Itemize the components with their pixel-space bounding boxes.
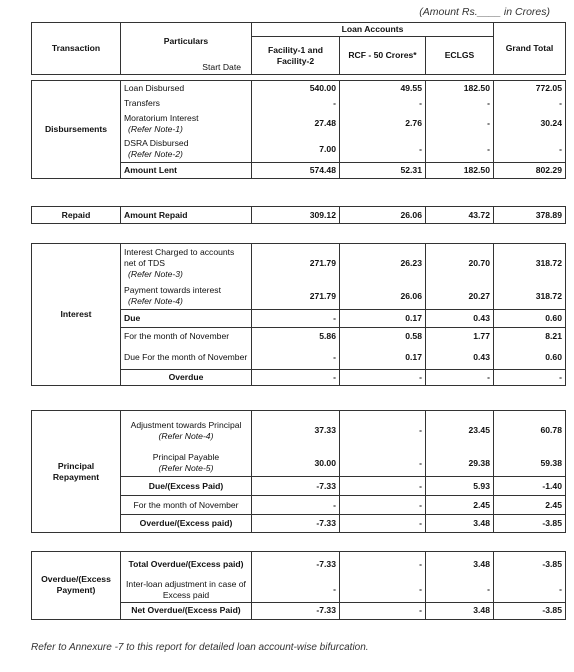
principal-table: [31, 410, 566, 533]
cell: -: [340, 578, 426, 603]
footnote: Refer to Annexure -7 to this report for detailed loan account-wise bifurcation.: [31, 642, 369, 653]
cell: -: [494, 370, 566, 386]
cell: 540.00: [252, 81, 340, 96]
row-interest-due-month-label: Due For the month of November: [121, 346, 252, 370]
cell: 37.33: [252, 411, 340, 451]
cell: -: [426, 370, 494, 386]
cell: -3.85: [494, 515, 566, 533]
cell: 23.45: [426, 411, 494, 451]
cell: 0.43: [426, 346, 494, 370]
col-loan-accounts: Loan Accounts: [252, 23, 494, 37]
row-total-overdue-label: Total Overdue/(Excess paid): [121, 552, 252, 578]
cell: 309.12: [252, 207, 340, 224]
cell: 2.45: [494, 496, 566, 515]
cell: -: [340, 451, 426, 477]
row-principal-adjustment-label: Adjustment towards Principal (Refer Note-4): [121, 411, 252, 451]
interest-table: [31, 243, 566, 386]
repaid-table: [31, 206, 566, 224]
cell: -1.40: [494, 477, 566, 496]
cell: 27.48: [252, 111, 340, 137]
row-net-overdue-label: Net Overdue/(Excess Paid): [121, 602, 252, 619]
row-principal-overdue-label: Overdue/(Excess paid): [121, 515, 252, 533]
row-inter-loan-label: Inter-loan adjustment in case of Excess paid: [121, 578, 252, 603]
cell: 26.06: [340, 284, 426, 310]
overdue-excess-table: [31, 551, 566, 620]
cell: 7.00: [252, 137, 340, 163]
header-table: [31, 22, 566, 75]
cell: -: [340, 496, 426, 515]
cell: -7.33: [252, 477, 340, 496]
cell: 60.78: [494, 411, 566, 451]
cell: -: [252, 496, 340, 515]
cell: 3.48: [426, 602, 494, 619]
cell: 2.45: [426, 496, 494, 515]
row-interest-overdue-label: Overdue: [121, 370, 252, 386]
cell: -: [252, 578, 340, 603]
cell: 3.48: [426, 552, 494, 578]
col-particulars: Particulars: [121, 23, 252, 61]
cell: 574.48: [252, 163, 340, 179]
cell: -: [340, 96, 426, 111]
cell: 52.31: [340, 163, 426, 179]
cell: -3.85: [494, 552, 566, 578]
cell: -: [340, 411, 426, 451]
row-amount-lent-label: Amount Lent: [121, 163, 252, 179]
cell: 0.60: [494, 346, 566, 370]
cell: 30.24: [494, 111, 566, 137]
col-facility: Facility-1 and Facility-2: [252, 37, 340, 75]
cell: 26.06: [340, 207, 426, 224]
cell: 0.17: [340, 346, 426, 370]
cell: -: [340, 515, 426, 533]
overdue-excess-title: Overdue/(Excess Payment): [32, 552, 121, 620]
cell: 49.55: [340, 81, 426, 96]
row-principal-due-label: Due/(Excess Paid): [121, 477, 252, 496]
cell: -: [252, 96, 340, 111]
cell: 1.77: [426, 328, 494, 346]
cell: 0.17: [340, 310, 426, 328]
cell: 0.58: [340, 328, 426, 346]
cell: 5.93: [426, 477, 494, 496]
cell: -: [252, 310, 340, 328]
cell: 378.89: [494, 207, 566, 224]
cell: 182.50: [426, 163, 494, 179]
cell: 0.60: [494, 310, 566, 328]
row-principal-payable-label: Principal Payable (Refer Note-5): [121, 451, 252, 477]
row-interest-charged-label: Interest Charged to accounts net of TDS (Refer Note-3): [121, 244, 252, 284]
cell: 20.27: [426, 284, 494, 310]
col-rcf: RCF - 50 Crores*: [340, 37, 426, 75]
cell: -: [340, 552, 426, 578]
row-principal-month-label: For the month of November: [121, 496, 252, 515]
repaid-title: Repaid: [32, 207, 121, 224]
cell: -: [494, 578, 566, 603]
interest-title: Interest: [32, 244, 121, 386]
cell: 30.00: [252, 451, 340, 477]
start-date-label: Start Date: [121, 61, 252, 75]
cell: 5.86: [252, 328, 340, 346]
cell: 772.05: [494, 81, 566, 96]
cell: -3.85: [494, 602, 566, 619]
row-dsra-label: DSRA Disbursed (Refer Note-2): [121, 137, 252, 163]
cell: -: [426, 96, 494, 111]
cell: 2.76: [340, 111, 426, 137]
row-amount-repaid-label: Amount Repaid: [121, 207, 252, 224]
row-moratorium-label: Moratorium Interest (Refer Note-1): [121, 111, 252, 137]
disbursements-title: Disbursements: [32, 81, 121, 179]
col-eclgs: ECLGS: [426, 37, 494, 75]
amount-unit-note: (Amount Rs.____ in Crores): [419, 6, 550, 18]
cell: 318.72: [494, 244, 566, 284]
cell: -: [426, 111, 494, 137]
cell: 271.79: [252, 244, 340, 284]
cell: 29.38: [426, 451, 494, 477]
cell: -: [340, 137, 426, 163]
disbursements-table: [31, 80, 566, 179]
row-loan-disbursed-label: Loan Disbursed: [121, 81, 252, 96]
cell: -7.33: [252, 552, 340, 578]
cell: 802.29: [494, 163, 566, 179]
principal-title: Principal Repayment: [32, 411, 121, 533]
col-transaction: Transaction: [32, 23, 121, 75]
cell: -: [340, 477, 426, 496]
row-interest-month-label: For the month of November: [121, 328, 252, 346]
cell: 182.50: [426, 81, 494, 96]
cell: 43.72: [426, 207, 494, 224]
cell: -: [494, 137, 566, 163]
cell: -7.33: [252, 515, 340, 533]
cell: 20.70: [426, 244, 494, 284]
cell: 59.38: [494, 451, 566, 477]
cell: -: [426, 578, 494, 603]
cell: -: [252, 370, 340, 386]
row-transfers-label: Transfers: [121, 96, 252, 111]
row-interest-payment-label: Payment towards interest (Refer Note-4): [121, 284, 252, 310]
cell: -: [340, 602, 426, 619]
cell: 0.43: [426, 310, 494, 328]
row-interest-due-label: Due: [121, 310, 252, 328]
cell: -: [426, 137, 494, 163]
col-grand-total: Grand Total: [494, 23, 566, 75]
cell: -: [494, 96, 566, 111]
cell: -: [252, 346, 340, 370]
cell: 3.48: [426, 515, 494, 533]
cell: 318.72: [494, 284, 566, 310]
cell: 8.21: [494, 328, 566, 346]
cell: -: [340, 370, 426, 386]
cell: 271.79: [252, 284, 340, 310]
cell: 26.23: [340, 244, 426, 284]
cell: -7.33: [252, 602, 340, 619]
